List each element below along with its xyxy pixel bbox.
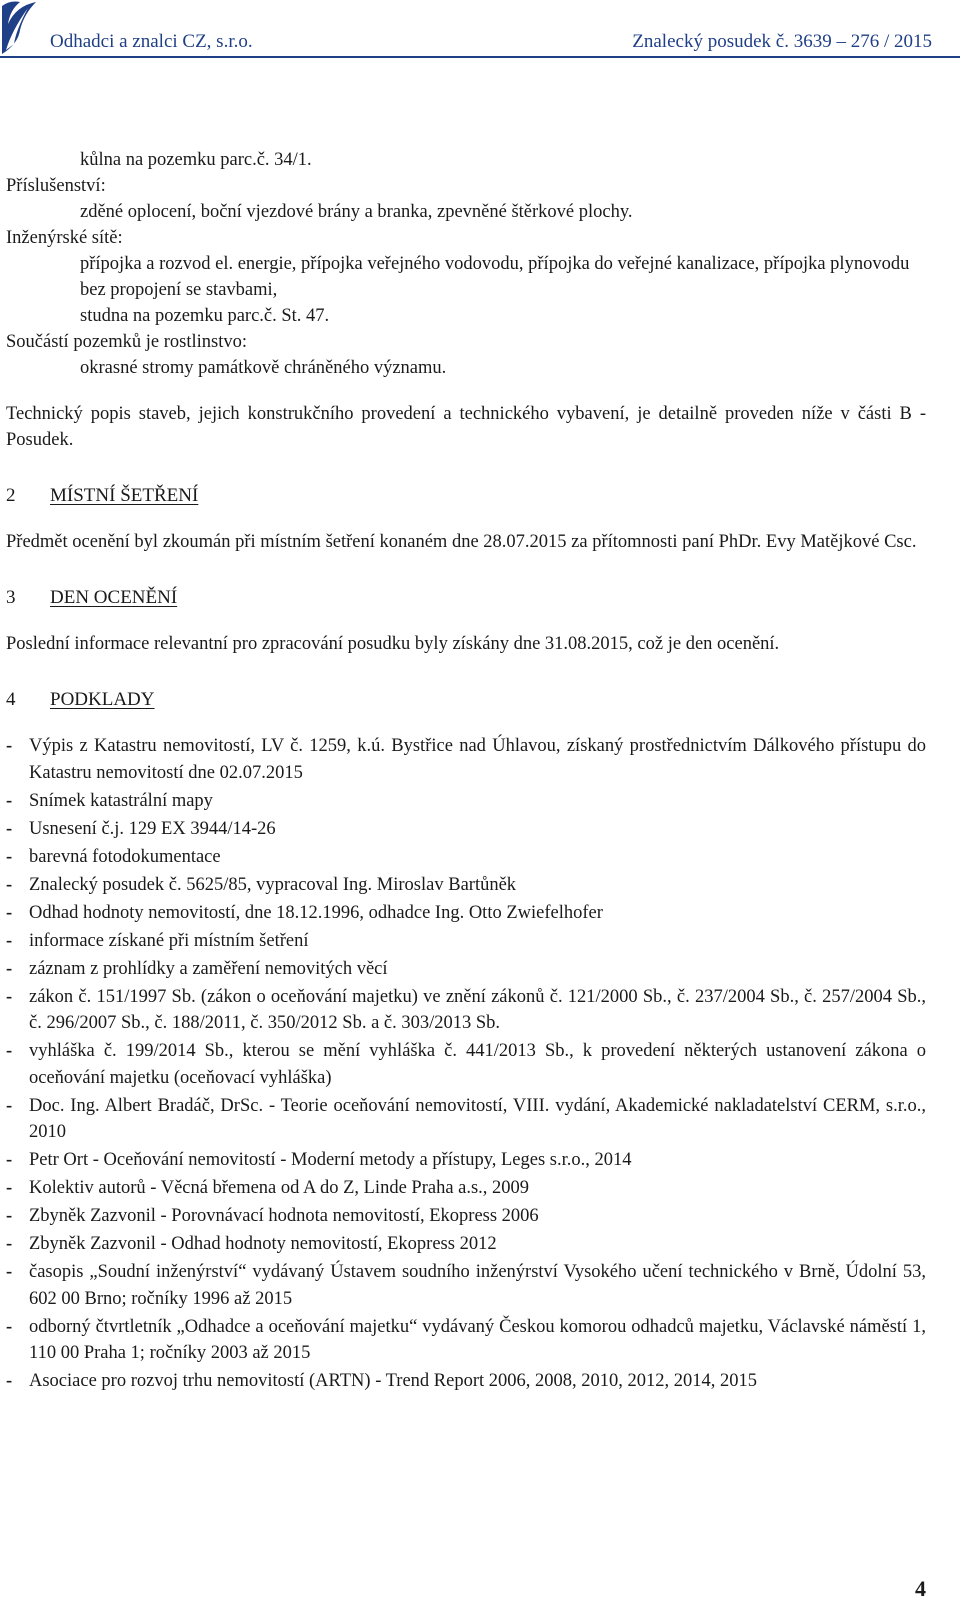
list-item: - Kolektiv autorů - Věcná břemena od A do Z, Linde Praha a.s., 2009: [6, 1175, 926, 1202]
section-number: 4: [6, 689, 16, 710]
section-heading-4: [6, 687, 926, 713]
list-item: - informace získané při místním šetření: [6, 928, 926, 955]
list-item: - Asociace pro rozvoj trhu nemovitostí (ARTN) - Trend Report 2006, 2008, 2010, 2012, 2014, 2015: [6, 1368, 926, 1395]
list-item: - odborný čtvrtletník „Odhadce a oceňování majetku“ vydávaný Českou komorou odhadců majetku, Václavské náměstí 1, 110 00 Praha 1; ročníky 2003 až 2015: [6, 1314, 926, 1367]
plants-text: okrasné stromy památkově chráněného významu.: [80, 358, 447, 378]
list-item: - Usnesení č.j. 129 EX 3944/14-26: [6, 816, 926, 843]
references-list: [6, 733, 926, 1395]
plants-label: Součástí pozemků je rostlinstvo:: [6, 332, 247, 352]
list-item: - Znalecký posudek č. 5625/85, vypracoval Ing. Miroslav Bartůněk: [6, 872, 926, 899]
accessories-text: zděné oplocení, boční vjezdové brány a branka, zpevněné štěrkové plochy.: [80, 202, 633, 222]
document-body: [6, 147, 926, 1396]
list-item: - Zbyněk Zazvonil - Porovnávací hodnota nemovitostí, Ekopress 2006: [6, 1203, 926, 1230]
section-heading-3: [6, 585, 926, 611]
section-title: PODKLADY: [50, 689, 155, 710]
list-item: - Doc. Ing. Albert Bradáč, DrSc. - Teorie oceňování nemovitostí, VIII. vydání, Akademické nakladatelství CERM, s.r.o., 2010: [6, 1093, 926, 1146]
shed-line: kůlna na pozemku parc.č. 34/1.: [80, 150, 312, 170]
networks-label: Inženýrské sítě:: [6, 228, 123, 248]
header-divider: [0, 56, 960, 58]
section-title: MÍSTNÍ ŠETŘENÍ: [50, 485, 199, 506]
list-item: - zákon č. 151/1997 Sb. (zákon o oceňování majetku) ve znění zákonů č. 121/2000 Sb., č. 237/2004 Sb., č. 257/2004 Sb., č. 296/2007 Sb., č. 188/2011, č. 350/2012 Sb. a č. 303/2013 Sb.: [6, 984, 926, 1037]
list-item: - Zbyněk Zazvonil - Odhad hodnoty nemovitostí, Ekopress 2012: [6, 1231, 926, 1258]
list-item: - Snímek katastrální mapy: [6, 788, 926, 815]
page-number: 4: [915, 1576, 926, 1601]
header-report-id: Znalecký posudek č. 3639 – 276 / 2015: [632, 31, 932, 52]
list-item: - časopis „Soudní inženýrství“ vydávaný Ústavem soudního inženýrství Vysokého učení technického v Brně, Údolní 53, 602 00 Brno; ročníky 1996 až 2015: [6, 1259, 926, 1312]
networks-text: přípojka a rozvod el. energie, přípojka veřejného vodovodu, přípojka do veřejné kanalizace, přípojka plynovodu bez propojení se stavbami,: [80, 254, 910, 300]
list-item: - Odhad hodnoty nemovitostí, dne 18.12.1996, odhadce Ing. Otto Zwiefelhofer: [6, 900, 926, 927]
page-header: [0, 0, 960, 58]
list-item: - záznam z prohlídky a zaměření nemovitých věcí: [6, 956, 926, 983]
list-item: - barevná fotodokumentace: [6, 844, 926, 871]
header-company: Odhadci a znalci CZ, s.r.o.: [50, 31, 253, 52]
list-item: - Výpis z Katastru nemovitostí, LV č. 1259, k.ú. Bystřice nad Úhlavou, získaný prostřednictvím Dálkového přístupu do Katastru nemovitostí dne 02.07.2015: [6, 733, 926, 786]
list-item: - Petr Ort - Oceňování nemovitostí - Moderní metody a přístupy, Leges s.r.o., 2014: [6, 1147, 926, 1174]
networks-text-2: studna na pozemku parc.č. St. 47.: [80, 306, 330, 326]
section-number: 2: [6, 485, 16, 506]
valuation-date-text: Poslední informace relevantní pro zpracování posudku byly získány dne 31.08.2015, což je den ocenění.: [6, 634, 780, 654]
accessories-label: Příslušenství:: [6, 176, 106, 196]
section-number: 3: [6, 587, 16, 608]
list-item: - vyhláška č. 199/2014 Sb., kterou se mění vyhláška č. 441/2013 Sb., k provedení některých ustanovení zákona o oceňování majetku (oceňovací vyhláška): [6, 1038, 926, 1091]
section-heading-2: [6, 483, 926, 509]
company-logo-icon: [2, 0, 38, 54]
section-title: DEN OCENĚNÍ: [50, 587, 178, 608]
technical-description: Technický popis staveb, jejich konstrukčního provedení a technického vybavení, je detailně proveden níže v části B - Posudek.: [6, 404, 926, 450]
site-inspection-text: Předmět ocenění byl zkoumán při místním šetření konaném dne 28.07.2015 za přítomnosti paní PhDr. Evy Matějkové Csc.: [6, 532, 917, 552]
